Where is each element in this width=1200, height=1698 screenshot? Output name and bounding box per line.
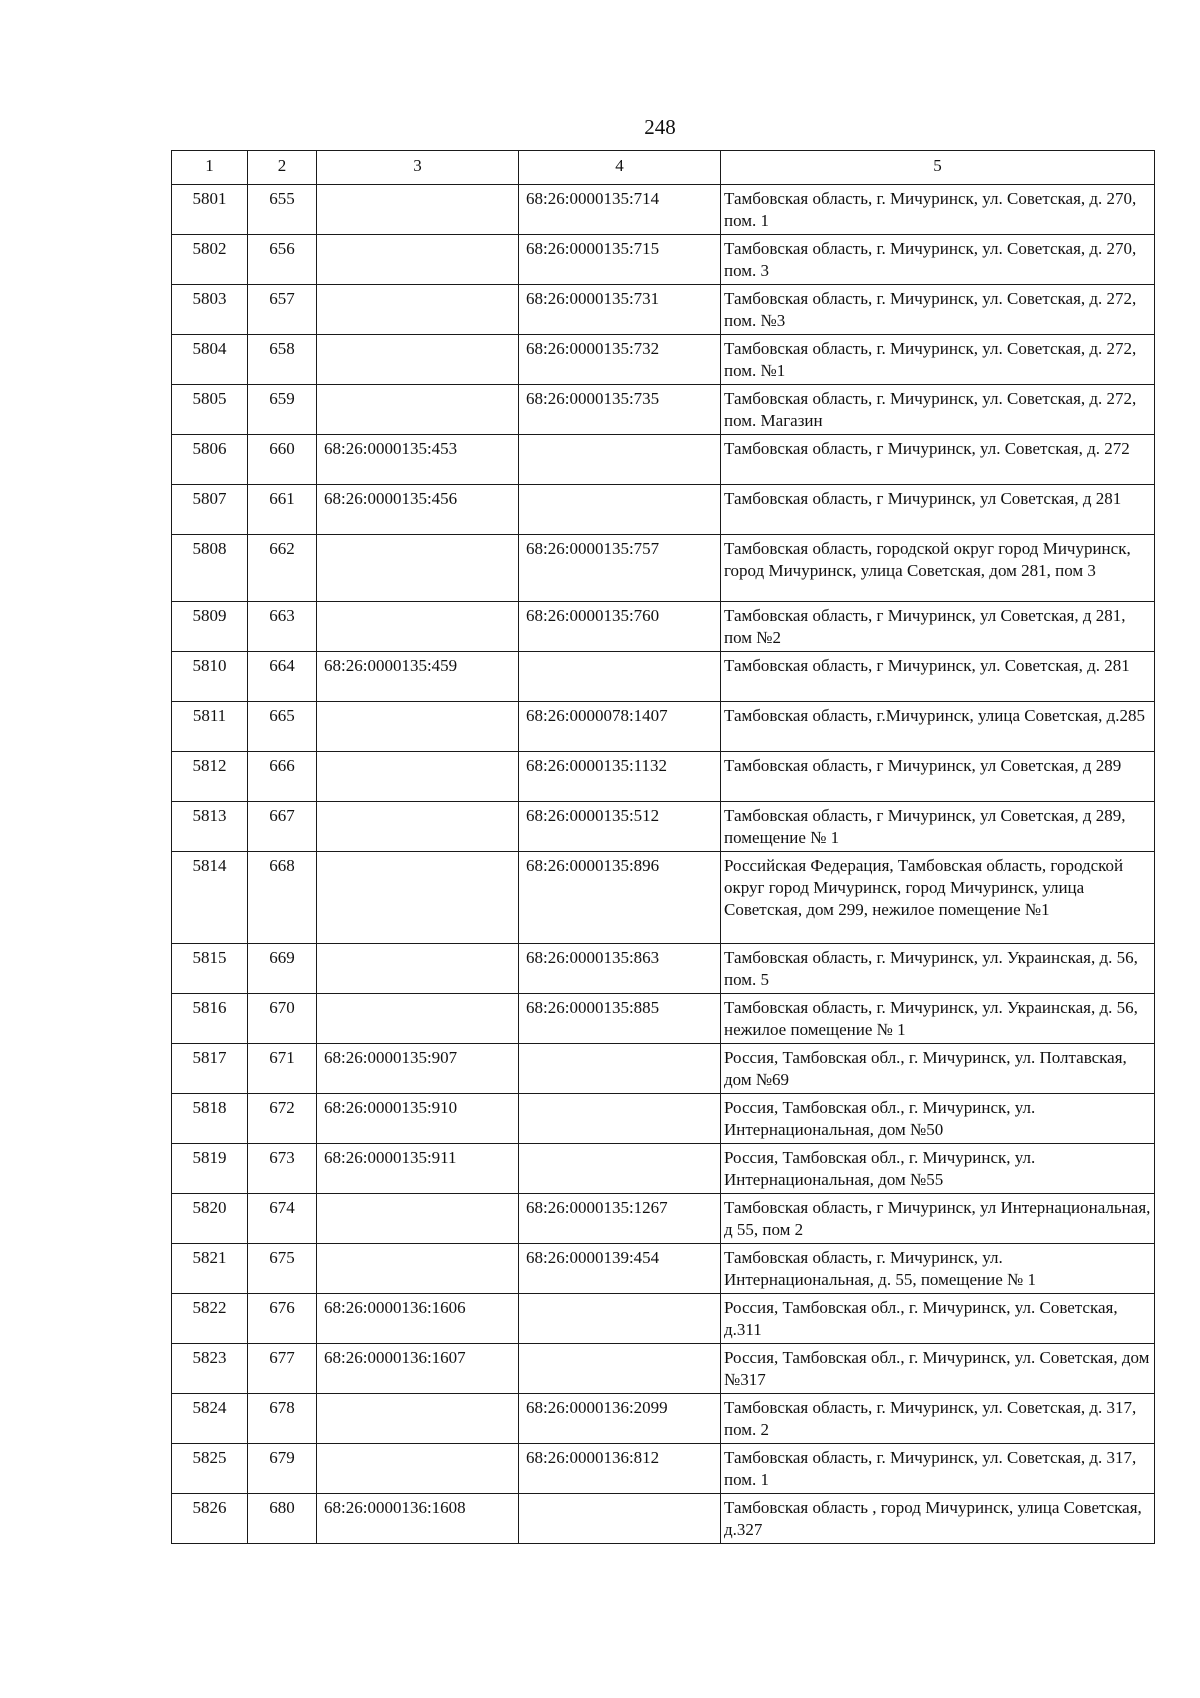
land-cadastral-number [317, 185, 519, 235]
table-row [172, 752, 1155, 802]
address: Россия, Тамбовская обл., г. Мичуринск, ул. Интернациональная, дом №55 [721, 1144, 1155, 1194]
address: Тамбовская область, г.Мичуринск, улица Советская, д.285 [721, 702, 1155, 752]
column-header-3: 3 [317, 151, 519, 185]
table-row [172, 1144, 1155, 1194]
row-number: 5809 [172, 602, 248, 652]
item-number: 657 [248, 285, 317, 335]
item-number: 680 [248, 1494, 317, 1544]
row-number: 5813 [172, 802, 248, 852]
land-cadastral-number: 68:26:0000135:907 [317, 1044, 519, 1094]
address: Россия, Тамбовская обл., г. Мичуринск, ул. Интернациональная, дом №50 [721, 1094, 1155, 1144]
table-row [172, 1094, 1155, 1144]
premises-cadastral-number: 68:26:0000136:2099 [519, 1394, 721, 1444]
table-row [172, 1194, 1155, 1244]
address: Тамбовская область, г Мичуринск, ул. Советская, д. 272 [721, 435, 1155, 485]
address: Тамбовская область, г Мичуринск, ул Советская, д 281, пом №2 [721, 602, 1155, 652]
land-cadastral-number [317, 702, 519, 752]
item-number: 671 [248, 1044, 317, 1094]
table-row [172, 1244, 1155, 1294]
row-number: 5803 [172, 285, 248, 335]
premises-cadastral-number: 68:26:0000135:885 [519, 994, 721, 1044]
premises-cadastral-number [519, 1344, 721, 1394]
table-row [172, 1044, 1155, 1094]
address: Тамбовская область, г. Мичуринск, ул. Украинская, д. 56, пом. 5 [721, 944, 1155, 994]
address: Российская Федерация, Тамбовская область, городской округ город Мичуринск, город Мичуринск, улица Советская, дом 299, нежилое помещение №1 [721, 852, 1155, 944]
item-number: 655 [248, 185, 317, 235]
premises-cadastral-number: 68:26:0000135:715 [519, 235, 721, 285]
item-number: 658 [248, 335, 317, 385]
row-number: 5810 [172, 652, 248, 702]
address: Россия, Тамбовская обл., г. Мичуринск, ул. Советская, д.311 [721, 1294, 1155, 1344]
land-cadastral-number [317, 1244, 519, 1294]
land-cadastral-number: 68:26:0000136:1608 [317, 1494, 519, 1544]
address: Тамбовская область, г Мичуринск, ул Советская, д 289 [721, 752, 1155, 802]
page-number: 248 [644, 115, 676, 139]
table-row [172, 335, 1155, 385]
land-cadastral-number [317, 285, 519, 335]
row-number: 5814 [172, 852, 248, 944]
premises-cadastral-number: 68:26:0000135:732 [519, 335, 721, 385]
table-row [172, 702, 1155, 752]
item-number: 662 [248, 535, 317, 602]
address: Тамбовская область, г. Мичуринск, ул. Советская, д. 270, пом. 3 [721, 235, 1155, 285]
row-number: 5815 [172, 944, 248, 994]
table-row [172, 944, 1155, 994]
premises-cadastral-number: 68:26:0000135:863 [519, 944, 721, 994]
address: Тамбовская область, г. Мичуринск, ул. Украинская, д. 56, нежилое помещение № 1 [721, 994, 1155, 1044]
table-row [172, 535, 1155, 602]
address: Тамбовская область, г. Мичуринск, ул. Советская, д. 270, пом. 1 [721, 185, 1155, 235]
address: Тамбовская область, г Мичуринск, ул Интернациональная, д 55, пом 2 [721, 1194, 1155, 1244]
premises-cadastral-number: 68:26:0000135:731 [519, 285, 721, 335]
address: Тамбовская область, г. Мичуринск, ул. Советская, д. 272, пом. №3 [721, 285, 1155, 335]
column-header-4: 4 [519, 151, 721, 185]
address: Тамбовская область, г. Мичуринск, ул. Интернациональная, д. 55, помещение № 1 [721, 1244, 1155, 1294]
premises-cadastral-number [519, 1044, 721, 1094]
address: Тамбовская область, г Мичуринск, ул. Советская, д. 281 [721, 652, 1155, 702]
land-cadastral-number: 68:26:0000135:910 [317, 1094, 519, 1144]
land-cadastral-number [317, 602, 519, 652]
address: Тамбовская область, г. Мичуринск, ул. Советская, д. 317, пом. 2 [721, 1394, 1155, 1444]
row-number: 5811 [172, 702, 248, 752]
row-number: 5806 [172, 435, 248, 485]
row-number: 5812 [172, 752, 248, 802]
table-row [172, 1444, 1155, 1494]
table-row [172, 802, 1155, 852]
row-number: 5808 [172, 535, 248, 602]
item-number: 660 [248, 435, 317, 485]
table-row [172, 1394, 1155, 1444]
row-number: 5822 [172, 1294, 248, 1344]
row-number: 5807 [172, 485, 248, 535]
item-number: 677 [248, 1344, 317, 1394]
land-cadastral-number [317, 802, 519, 852]
premises-cadastral-number: 68:26:0000136:812 [519, 1444, 721, 1494]
table-row [172, 602, 1155, 652]
land-cadastral-number [317, 1194, 519, 1244]
table-row [172, 1344, 1155, 1394]
header-row [172, 151, 1155, 185]
item-number: 664 [248, 652, 317, 702]
premises-cadastral-number: 68:26:0000135:1132 [519, 752, 721, 802]
table-row [172, 185, 1155, 235]
table-row [172, 235, 1155, 285]
row-number: 5804 [172, 335, 248, 385]
address: Россия, Тамбовская обл., г. Мичуринск, ул. Советская, дом №317 [721, 1344, 1155, 1394]
premises-cadastral-number: 68:26:0000135:735 [519, 385, 721, 435]
premises-cadastral-number [519, 1494, 721, 1544]
table-row [172, 285, 1155, 335]
item-number: 669 [248, 944, 317, 994]
land-cadastral-number [317, 944, 519, 994]
premises-cadastral-number [519, 1144, 721, 1194]
item-number: 656 [248, 235, 317, 285]
premises-cadastral-number: 68:26:0000135:757 [519, 535, 721, 602]
item-number: 668 [248, 852, 317, 944]
premises-cadastral-number: 68:26:0000135:760 [519, 602, 721, 652]
item-number: 673 [248, 1144, 317, 1194]
premises-cadastral-number [519, 1294, 721, 1344]
premises-cadastral-number [519, 1094, 721, 1144]
table-row [172, 1494, 1155, 1544]
land-cadastral-number [317, 752, 519, 802]
item-number: 679 [248, 1444, 317, 1494]
item-number: 678 [248, 1394, 317, 1444]
address: Тамбовская область, г. Мичуринск, ул. Советская, д. 272, пом. Магазин [721, 385, 1155, 435]
premises-cadastral-number [519, 435, 721, 485]
row-number: 5818 [172, 1094, 248, 1144]
land-cadastral-number [317, 235, 519, 285]
land-cadastral-number [317, 1394, 519, 1444]
address: Россия, Тамбовская обл., г. Мичуринск, ул. Полтавская, дом №69 [721, 1044, 1155, 1094]
item-number: 661 [248, 485, 317, 535]
land-cadastral-number: 68:26:0000135:456 [317, 485, 519, 535]
item-number: 667 [248, 802, 317, 852]
item-number: 670 [248, 994, 317, 1044]
table-row [172, 994, 1155, 1044]
row-number: 5826 [172, 1494, 248, 1544]
column-header-5: 5 [721, 151, 1155, 185]
land-cadastral-number [317, 852, 519, 944]
row-number: 5817 [172, 1044, 248, 1094]
premises-cadastral-number: 68:26:0000135:512 [519, 802, 721, 852]
row-number: 5801 [172, 185, 248, 235]
item-number: 665 [248, 702, 317, 752]
row-number: 5805 [172, 385, 248, 435]
premises-cadastral-number: 68:26:0000135:714 [519, 185, 721, 235]
column-header-2: 2 [248, 151, 317, 185]
land-cadastral-number: 68:26:0000135:459 [317, 652, 519, 702]
row-number: 5819 [172, 1144, 248, 1194]
land-cadastral-number: 68:26:0000136:1606 [317, 1294, 519, 1344]
land-cadastral-number: 68:26:0000136:1607 [317, 1344, 519, 1394]
address: Тамбовская область, г. Мичуринск, ул. Советская, д. 272, пом. №1 [721, 335, 1155, 385]
land-cadastral-number [317, 994, 519, 1044]
item-number: 672 [248, 1094, 317, 1144]
item-number: 676 [248, 1294, 317, 1344]
row-number: 5824 [172, 1394, 248, 1444]
row-number: 5823 [172, 1344, 248, 1394]
table-row [172, 652, 1155, 702]
land-cadastral-number [317, 335, 519, 385]
premises-cadastral-number: 68:26:0000135:1267 [519, 1194, 721, 1244]
premises-cadastral-number [519, 485, 721, 535]
row-number: 5820 [172, 1194, 248, 1244]
row-number: 5802 [172, 235, 248, 285]
column-header-1: 1 [172, 151, 248, 185]
item-number: 675 [248, 1244, 317, 1294]
address: Тамбовская область, г Мичуринск, ул Советская, д 281 [721, 485, 1155, 535]
item-number: 674 [248, 1194, 317, 1244]
premises-cadastral-number: 68:26:0000139:454 [519, 1244, 721, 1294]
address: Тамбовская область, г. Мичуринск, ул. Советская, д. 317, пом. 1 [721, 1444, 1155, 1494]
table-body [172, 185, 1155, 1544]
table-row [172, 1294, 1155, 1344]
row-number: 5816 [172, 994, 248, 1044]
row-number: 5825 [172, 1444, 248, 1494]
land-cadastral-number [317, 385, 519, 435]
land-cadastral-number: 68:26:0000135:911 [317, 1144, 519, 1194]
table-row [172, 485, 1155, 535]
table-row [172, 852, 1155, 944]
land-cadastral-number [317, 1444, 519, 1494]
land-cadastral-number [317, 535, 519, 602]
item-number: 659 [248, 385, 317, 435]
table-row [172, 385, 1155, 435]
item-number: 666 [248, 752, 317, 802]
table-row [172, 435, 1155, 485]
address: Тамбовская область, г Мичуринск, ул Советская, д 289, помещение № 1 [721, 802, 1155, 852]
property-table [171, 150, 1155, 1544]
item-number: 663 [248, 602, 317, 652]
premises-cadastral-number: 68:26:0000078:1407 [519, 702, 721, 752]
land-cadastral-number: 68:26:0000135:453 [317, 435, 519, 485]
premises-cadastral-number [519, 652, 721, 702]
premises-cadastral-number: 68:26:0000135:896 [519, 852, 721, 944]
row-number: 5821 [172, 1244, 248, 1294]
address: Тамбовская область , город Мичуринск, улица Советская, д.327 [721, 1494, 1155, 1544]
address: Тамбовская область, городской округ город Мичуринск, город Мичуринск, улица Советская, дом 281, пом 3 [721, 535, 1155, 602]
